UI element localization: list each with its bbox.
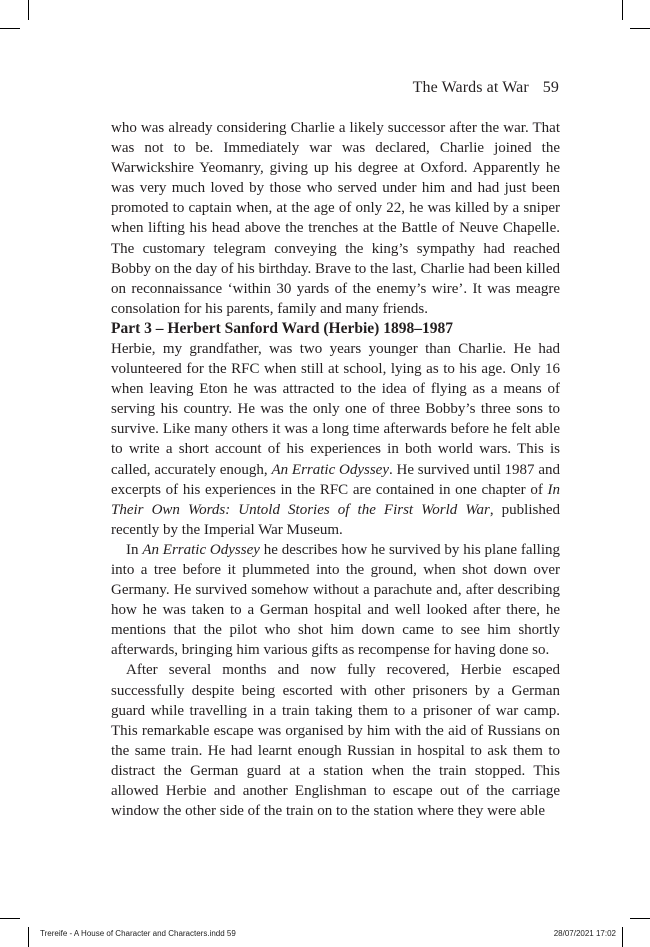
body-text — [111, 118, 560, 821]
crop-mark — [0, 28, 20, 29]
crop-mark — [28, 0, 29, 20]
text-run: Herbie, my grandfather, was two years younger than Charlie. He had volunteered for the RFC when still at school, lying as to his age. Only 16 when leaving Eton he was attracted to the idea of flying as a means of serving his country. He was the only one of three Bobby’s three sons to survive. Like many others it was a long time afterwards before he felt able to write a short account of his experiences in both world wars. This is called, accurately enough, — [111, 340, 560, 478]
section-heading: Part 3 – Herbert Sanford Ward (Herbie) 1898–1987 — [111, 319, 453, 337]
book-title: An Erratic Odyssey — [271, 461, 389, 478]
crop-mark — [0, 918, 20, 919]
text-run: he describes how he survived by his plane falling into a tree before it plummeted into the ground, when shot down over Germany. He survived somehow without a parachute and, after describing how he was taken to a German hospital and well looked after there, he mentions that the pilot who shot him down came to see him shortly afterwards, bringing him various gifts as recompense for having done so. — [111, 541, 560, 659]
book-title: In Their Own Words: Untold Stories of the First World War — [111, 481, 560, 518]
paragraph: who was already considering Charlie a likely successor after the war. That was not to be. Immediately war was declared, Charlie joined the Warwickshire Yeomanry, giving up his degree at Oxford. Apparently he was very much loved by those who served under him and had just been promoted to captain when, at the age of only 22, he was killed by a sniper when lifting his head above the trenches at the Battle of Neuve Chapelle. The customary telegram conveying the king’s sympathy had reached Bobby on the day of his birthday. Brave to the last, Charlie had been killed on reconnaissance ‘within 30 yards of the enemy’s wire’. It was meagre consolation for his parents, family and many friends. — [111, 120, 560, 317]
slug-filename: Trereife - A House of Character and Characters.indd 59 — [40, 929, 236, 938]
text-run: , published recently by the Imperial War Museum. — [111, 501, 560, 538]
text-run: In — [126, 541, 143, 558]
book-title: An Erratic Odyssey — [142, 541, 260, 558]
running-head — [413, 79, 559, 97]
text-run: . He survived until 1987 and excerpts of his experiences in the RFC are contained in one chapter of — [111, 461, 560, 498]
crop-mark — [630, 918, 650, 919]
slug-datetime: 28/07/2021 17:02 — [553, 929, 616, 938]
chapter-title: The Wards at War — [412, 79, 529, 96]
paragraph — [111, 339, 560, 540]
crop-mark — [28, 927, 29, 947]
paragraph — [111, 540, 560, 661]
crop-mark — [630, 28, 650, 29]
page-number: 59 — [542, 79, 559, 96]
paragraph: After several months and now fully recovered, Herbie escaped successfully despite being escorted with other prisoners by a German guard while travelling in a train taking them to a prisoner of war camp. This remarkable escape was organised by him with the aid of Russians on the same train. He had learnt enough Russian in hospital to ask them to distract the German guard at a station when the train stopped. This allowed Herbie and another Englishman to escape out of the carriage window the other side of the train on to the station where they were able — [111, 662, 560, 820]
crop-mark — [622, 0, 623, 20]
crop-mark — [622, 927, 623, 947]
